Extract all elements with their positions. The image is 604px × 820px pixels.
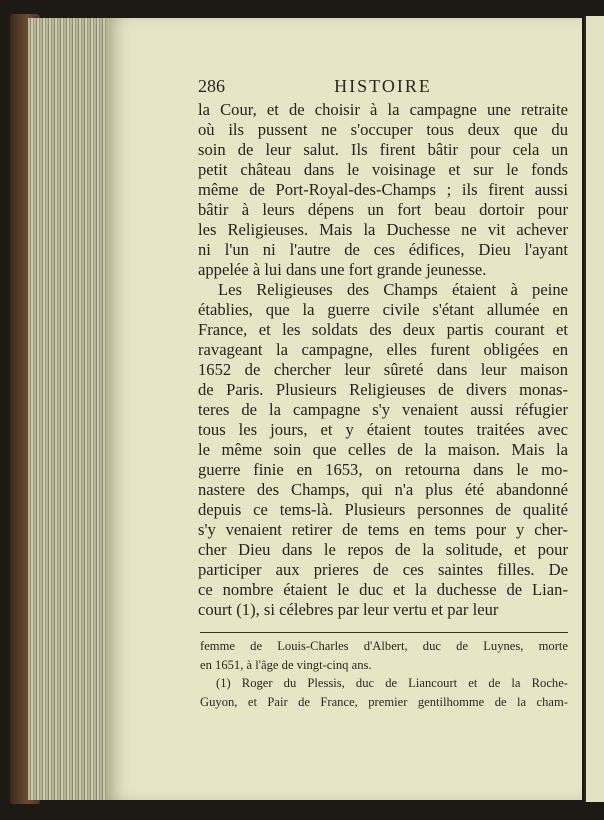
text-line: France, et les soldats des deux partis courant et <box>198 320 568 339</box>
text-line: soin de leur salut. Ils firent bâtir pour cela un <box>198 140 568 159</box>
text-line: depuis ce tems-là. Plusieurs personnes de qualité <box>198 500 568 519</box>
text-line: ce nombre étaient le duc et la duchesse de Lian- <box>198 580 568 599</box>
text-line: Les Religieuses des Champs étaient à peine <box>218 280 568 299</box>
footnote-line: Guyon, et Pair de France, premier gentilhomme de la cham- <box>200 694 568 709</box>
page-header <box>198 76 568 98</box>
text-line: appelée à lui dans une fort grande jeunesse. <box>198 260 487 279</box>
text-line: où ils pussent ne s'occuper tous deux que du <box>198 120 568 139</box>
footnote-rule <box>200 632 568 633</box>
text-line: nastere des Champs, qui n'a plus été abandonné <box>198 480 568 499</box>
footnote-line: femme de Louis-Charles d'Albert, duc de Luynes, morte <box>200 639 568 653</box>
facing-page-edge <box>584 16 604 802</box>
footnotes <box>200 637 568 711</box>
text-line: court (1), si célebres par leur vertu et par leur <box>198 600 499 619</box>
text-line: s'y venaient retirer de tems en tems pour y cher- <box>198 520 568 539</box>
page-number: 286 <box>198 76 225 96</box>
body-text <box>198 100 568 620</box>
text-line: tous les jours, et y étaient toutes traitées avec <box>198 420 568 439</box>
text-line: cher Dieu dans le repos de la solitude, et pour <box>198 540 568 559</box>
page-edges <box>28 18 114 800</box>
text-line: les Religieuses. Mais la Duchesse ne vit achever <box>198 220 568 239</box>
text-line: ni l'un ni l'autre de ces édifices, Dieu l'ayant <box>198 240 568 259</box>
text-line: même de Port-Royal-des-Champs ; ils firent aussi <box>198 180 568 199</box>
text-line: participer aux prieres de ces saintes filles. De <box>198 560 568 579</box>
text-line: guerre finie en 1653, on retourna dans le mo- <box>198 460 568 479</box>
text-line: le même soin que celles de la maison. Mais la <box>198 440 568 459</box>
text-line: établies, que la guerre civile s'étant allumée en <box>198 300 568 319</box>
text-line: la Cour, et de choisir à la campagne une retraite <box>198 100 568 119</box>
text-line: bâtir à leurs dépens un fort beau dortoir pour <box>198 200 568 219</box>
text-line: de Paris. Plusieurs Religieuses de divers monas- <box>198 380 568 399</box>
footnote-line: en 1651, à l'âge de vingt-cinq ans. <box>200 657 372 672</box>
text-line: teres de la campagne s'y venaient aussi réfugier <box>198 400 568 419</box>
text-line: 1652 de chercher leur sûreté dans leur maison <box>198 360 568 379</box>
footnote-line: (1) Roger du Plessis, duc de Liancourt et de la Roche- <box>216 676 568 690</box>
text-line: ravageant la campagne, elles furent obligées en <box>198 340 568 359</box>
text-line: petit château dans le voisinage et sur le fonds <box>198 160 568 179</box>
running-head: HISTOIRE <box>334 76 432 96</box>
